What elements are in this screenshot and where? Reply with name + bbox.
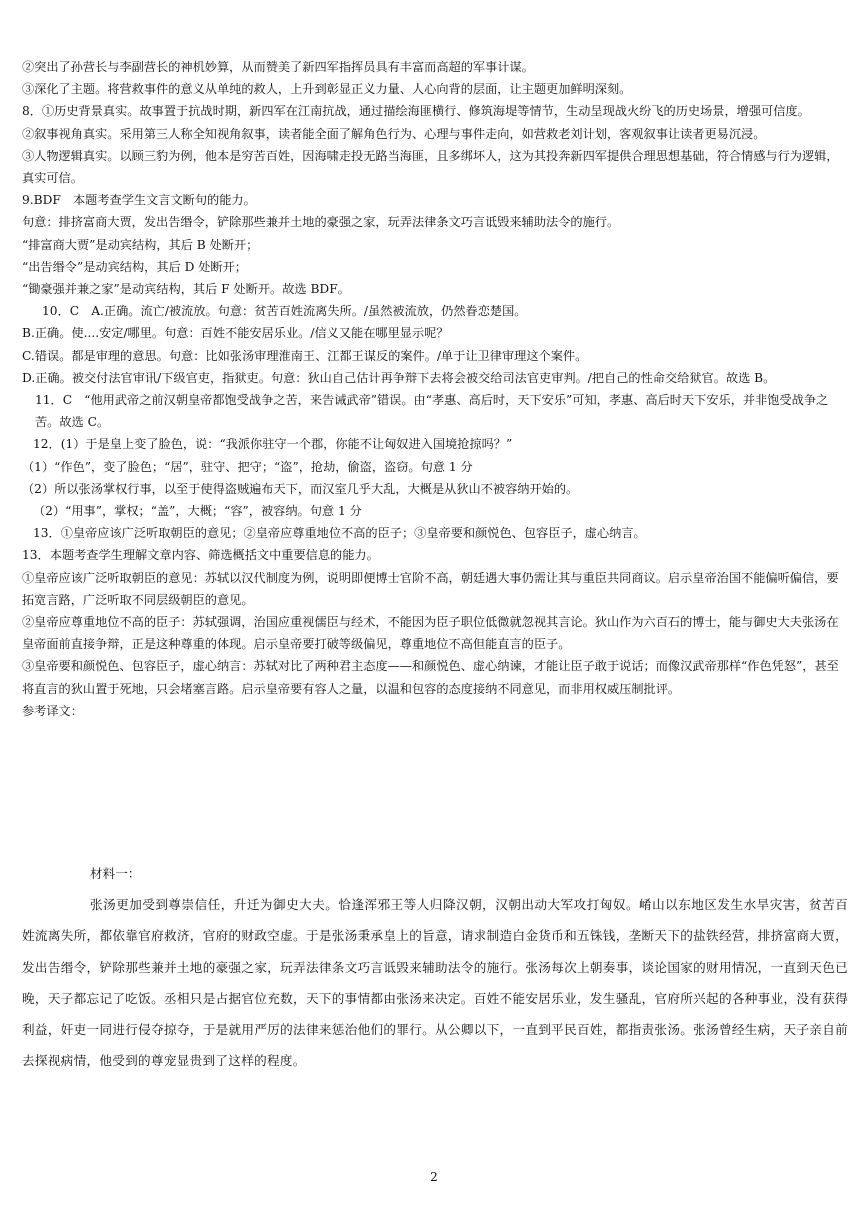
answer-line: ③人物逻辑真实。以顾三豹为例，他本是穷苦百姓，因海啸走投无路当海匪，且多绑坏人，这为其投奔新四军提供合理思想基础，符合情感与行为逻辑，真实可信。 [22,148,839,186]
answer-line: （2）所以张汤掌权行事，以至于使得盗贼遍布天下，而汉室几乎大乱，大概是从狄山不被容纳开始的。 [22,481,579,496]
answer-line: “出告缗令”是动宾结构，其后 D 处断开； [22,259,247,274]
answer-line: 13．①皇帝应该广泛听取朝臣的意见；②皇帝应尊重地位不高的臣子；③皇帝要和颜悦色、包容臣子，虚心纳言。 [33,526,646,541]
answer-line: 参考译文： [22,703,83,718]
answer-line: ②突出了孙营长与李副营长的神机妙算，从而赞美了新四军指挥员具有丰富而高超的军事计谋。 [22,60,534,74]
answer-line: （2）“用事”，掌权；“盖”，大概；“容”，被容纳。句意 1 分 [33,504,362,519]
answer-line: ②皇帝应尊重地位不高的臣子：苏轼强调，治国应重视儒臣与经术，不能因为臣子职位低微就忽视其言论。狄山作为六百石的博士，能与御史大夫张汤在皇帝面前直接争辩，正是这种尊重的体现。启示皇帝要打破等级偏见，尊重地位不高但能直言的臣子。 [22,615,839,652]
answer-line: C.错误。都是审理的意思。句意：比如张汤审理淮南王、江都王谋反的案件。/单于让卫律审理这个案件。 [22,348,588,363]
answer-line: ③皇帝要和颜悦色、包容臣子，虚心纳言：苏轼对比了两种君主态度——和颜悦色、虚心纳谏，才能让臣子敢于说话；而像汉武帝那样“作色凭怒”，甚至将直言的狄山置于死地，只会堵塞言路。启示皇帝要有容人之量，以温和包容的态度接纳不同意见，而非用权威压制批评。 [22,659,839,696]
answer-section [22,56,848,722]
answer-line: ③深化了主题。将营救事件的意义从单纯的救人，上升到彰显正义力量、人心向背的层面，让主题更加鲜明深刻。 [22,82,632,97]
answer-line: 8．①历史背景真实。故事置于抗战时期，新四军在江南抗战，通过描绘海匪横行、修筑海堤等情节，生动呈现战火纷飞的历史场景，增强可信度。 [22,104,810,119]
answer-line: 11．C “他用武帝之前汉朝皇帝都饱受战争之苦，来告诫武帝”错误。由“孝惠、高后时，天下安乐”可知，孝惠、高后时天下安乐，并非饱受战争之苦。故选 C。 [35,393,829,430]
answer-line: “锄豪强并兼之家”是动宾结构，其后 F 处断开。故选 BDF。 [22,282,350,297]
answer-line: “排富商大贾”是动宾结构，其后 B 处断开； [22,237,259,252]
answer-line: D.正确。被交付法官审讯/下级官吏，指狱吏。句意：狄山自己估计再争辩下去将会被交给司法官吏审判。/把自己的性命交给狱官。故选 B。 [22,370,776,385]
material-label: 材料一： [90,866,141,881]
page-number: 2 [430,1170,438,1184]
translation-paragraph: 张汤更加受到尊崇信任，升迁为御史大夫。恰逢浑邪王等人归降汉朝，汉朝出动大军攻打匈奴。崤山以东地区发生水旱灾害，贫苦百姓流离失所，都依靠官府救济，官府的财政空虚。于是张汤秉承皇上的旨意，请求制造白金货币和五铢钱，垄断天下的盐铁经营，排挤富商大贾，发出告缗令，铲除那些兼并土地的豪强之家，玩弄法律条文巧言诋毁来辅助法令的施行。张汤每次上朝奏事，谈论国家的财用情况，一直到天色已晚，天子都忘记了吃饭。丞相只是占据官位充数，天下的事情都由张汤来决定。百姓不能安居乐业，发生骚乱，官府所兴起的各种事业，没有获得利益，奸吏一同进行侵夺掠夺，于是就用严厉的法律来惩治他们的罪行。从公卿以下，一直到平民百姓，都指责张汤。张汤曾经生病，天子亲自前去探视病情，他受到的尊宠显贵到了这样的程度。 [22,897,848,1069]
translation-section [22,858,848,1076]
answer-line: 10．C A.正确。流亡/被流放。句意：贫苦百姓流离失所。/虽然被流放，仍然眷恋楚国。 [42,304,527,319]
answer-line: 13．本题考查学生理解文章内容、筛选概括文中重要信息的能力。 [22,548,379,563]
answer-line: ②叙事视角真实。采用第三人称全知视角叙事，读者能全面了解角色行为、心理与事件走向，如营救老刘计划，客观叙事让读者更易沉浸。 [22,126,766,141]
answer-line: （1）“作色”，变了脸色；“居”，驻守、把守；“盗”，抢劫，偷盗，盗窃。句意 1 分 [22,459,473,474]
answer-line: B.正确。使....安定/哪里。句意：百姓不能安居乐业。/信义又能在哪里显示呢？ [22,326,449,341]
answer-line: ①皇帝应该广泛听取朝臣的意见：苏轼以汉代制度为例，说明即便博士官阶不高，朝廷遇大事仍需让其与重臣共同商议。启示皇帝治国不能偏听偏信，要拓宽言路，广泛听取不同层级朝臣的意见。 [22,570,839,607]
answer-line: 句意：排挤富商大贾，发出告缗令，铲除那些兼并土地的豪强之家，玩弄法律条文巧言诋毁来辅助法令的施行。 [22,215,620,230]
answer-line: 12．(1）于是皇上变了脸色，说：“我派你驻守一个郡，你能不让匈奴进入国境抢掠吗？” [33,437,513,452]
answer-line: 9.BDF 本题考查学生文言文断句的能力。 [22,193,256,208]
